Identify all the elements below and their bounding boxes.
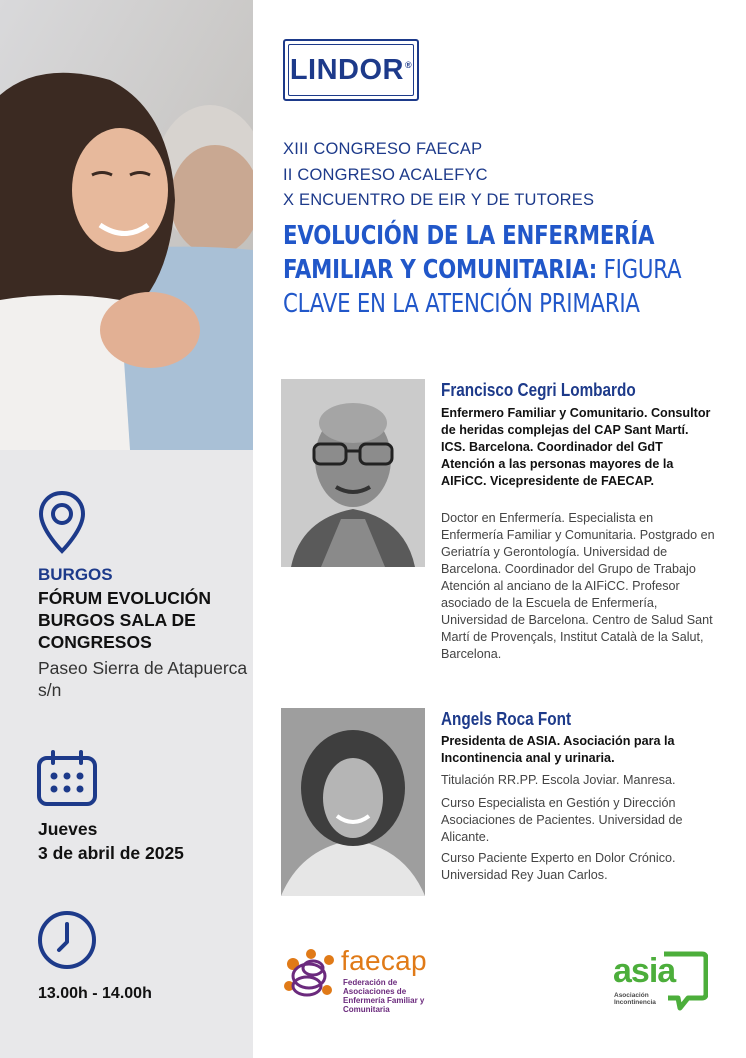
speaker-name-2: Angels Roca Font <box>441 709 572 729</box>
event-venue: FÓRUM EVOLUCIÓN BURGOS SALA DE CONGRESOS <box>38 588 212 652</box>
left-panel <box>0 0 253 1058</box>
event-address: Paseo Sierra de Atapuerca s/n <box>38 658 248 700</box>
faecap-logo-subtitle: Federación de Asociaciones de Enfermería Familiar y Comunitaria <box>343 978 425 1014</box>
speaker-bio-2-line-3: Curso Paciente Experto en Dolor Crónico. Universidad Rey Juan Carlos. <box>441 851 676 882</box>
congress-line-2: II CONGRESO ACALEFYC <box>283 166 488 184</box>
asia-logo-word: asia <box>613 952 676 990</box>
faecap-logo-word: faecap <box>341 945 427 976</box>
speaker-role-1: Enfermero Familiar y Comunitario. Consultor de heridas complejas del CAP Sant Martí. ICS. Barcelona. Coordinador del GdT Atención a las personas mayores de la AIFiCC. Vicepresidente de FAECAP. <box>441 406 711 488</box>
event-title-bold: EVOLUCIÓN DE LA ENFERMERÍA FAMILIAR Y COMUNITARIA: <box>283 221 655 285</box>
speaker-bio-1: Doctor en Enfermería. Especialista en Enfermería Familiar y Comunitaria. Postgrado en Geriatría y Gerontología. Universidad de Barcelona. Coordinador del Grupo de Trabajo Atención al anciano de la AIFiCC. Profesor asociado de la Escuela de Enfermería, Universidad de Barcelona. Centro de Salud Sant Martí de Provençals, Institut Català de la Salut, Barcelona. <box>441 511 715 661</box>
event-time: 13.00h - 14.00h <box>38 985 152 1002</box>
congress-line-1: XIII CONGRESO FAECAP <box>283 140 483 158</box>
lindor-logo <box>283 39 419 101</box>
calendar-icon <box>37 750 97 806</box>
asia-logo-subtitle: Asociación Incontinencia <box>614 992 656 1006</box>
speaker-bio-2-line-2: Curso Especialista en Gestión y Dirección Asociaciones de Pacientes. Universidad de Alicante. <box>441 796 683 844</box>
location-pin-icon <box>37 490 87 554</box>
event-title <box>283 219 726 321</box>
speaker-photo-1 <box>281 379 425 567</box>
speaker-bio-2-line-1: Titulación RR.PP. Escola Joviar. Manresa. <box>441 773 676 787</box>
congress-line-3: X ENCUENTRO DE EIR Y DE TUTORES <box>283 191 595 209</box>
speaker-photo-2 <box>281 708 425 896</box>
event-date: 3 de abril de 2025 <box>38 843 184 863</box>
lindor-logo-text: LINDOR® <box>289 53 413 86</box>
clock-icon <box>37 910 97 970</box>
speaker-name-1: Francisco Cegri Lombardo <box>441 380 636 400</box>
hero-photo <box>0 0 253 450</box>
event-title-light: FIGURA CLAVE EN LA ATENCIÓN PRIMARIA <box>283 255 682 319</box>
event-city: BURGOS <box>38 565 113 584</box>
speaker-role-2: Presidenta de ASIA. Asociación para la Incontinencia anal y urinaria. <box>441 734 675 765</box>
event-weekday: Jueves <box>38 819 98 839</box>
